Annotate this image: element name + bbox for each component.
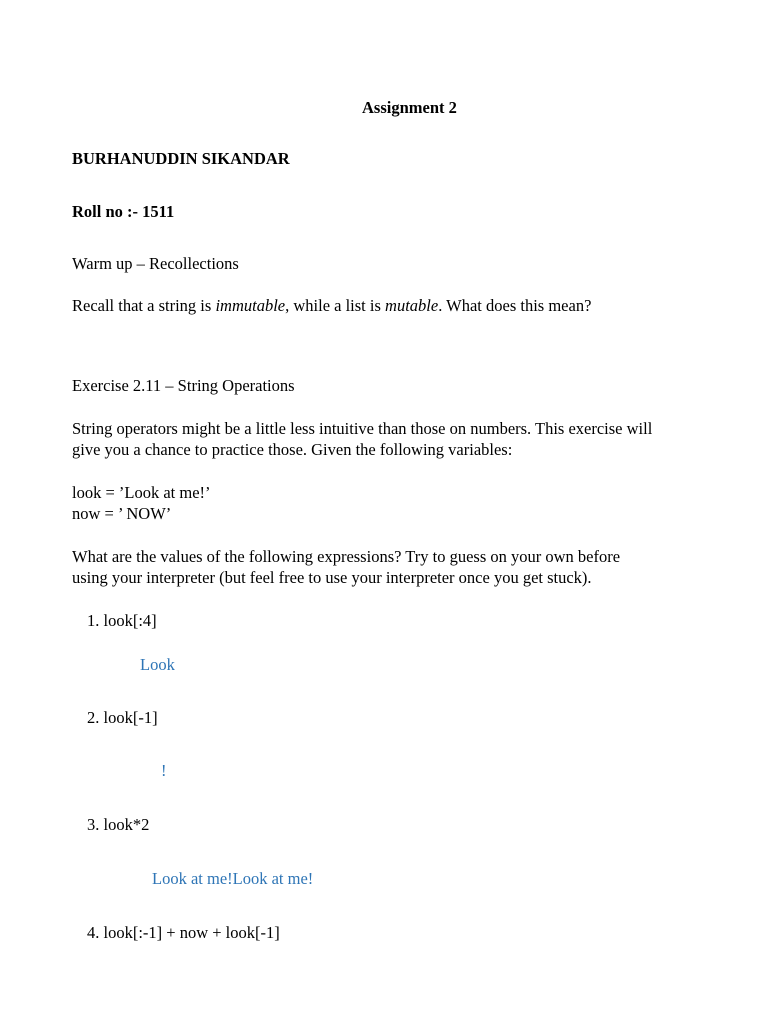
intro-line-2: give you a chance to practice those. Given the following variables: — [72, 440, 513, 459]
list-item-3-answer: Look at me!Look at me! — [152, 869, 314, 888]
list-item-3-label: 3. look*2 — [87, 815, 150, 834]
recall-text-part2: , while a list is — [285, 296, 386, 315]
list-item-1-answer: Look — [140, 655, 175, 674]
recall-text-part1: Recall that a string is — [72, 296, 216, 315]
list-item-2-answer: ! — [161, 761, 167, 780]
list-item-1-label: 1. look[:4] — [87, 611, 157, 630]
roll-number: Roll no :- 1511 — [72, 202, 175, 221]
author-name: BURHANUDDIN SIKANDAR — [72, 149, 290, 168]
document-title: Assignment 2 — [362, 98, 457, 117]
recall-paragraph — [72, 295, 591, 317]
variable-look: look = ’Look at me!’ — [72, 483, 211, 502]
list-item-4-label: 4. look[:-1] + now + look[-1] — [87, 923, 280, 942]
question-line-1: What are the values of the following expressions? Try to guess on your own before — [72, 547, 621, 566]
recall-text-part3: . What does this mean? — [438, 296, 592, 315]
question-line-2: using your interpreter (but feel free to use your interpreter once you get stuck). — [72, 568, 592, 587]
recall-immutable-word: immutable — [215, 296, 286, 315]
warmup-heading: Warm up – Recollections — [72, 254, 239, 273]
exercise-heading: Exercise 2.11 – String Operations — [72, 376, 295, 395]
recall-mutable-word: mutable — [385, 296, 439, 315]
list-item-2-label: 2. look[-1] — [87, 708, 158, 727]
intro-line-1: String operators might be a little less intuitive than those on numbers. This exercise will — [72, 419, 653, 438]
variable-now: now = ’ NOW’ — [72, 504, 172, 523]
